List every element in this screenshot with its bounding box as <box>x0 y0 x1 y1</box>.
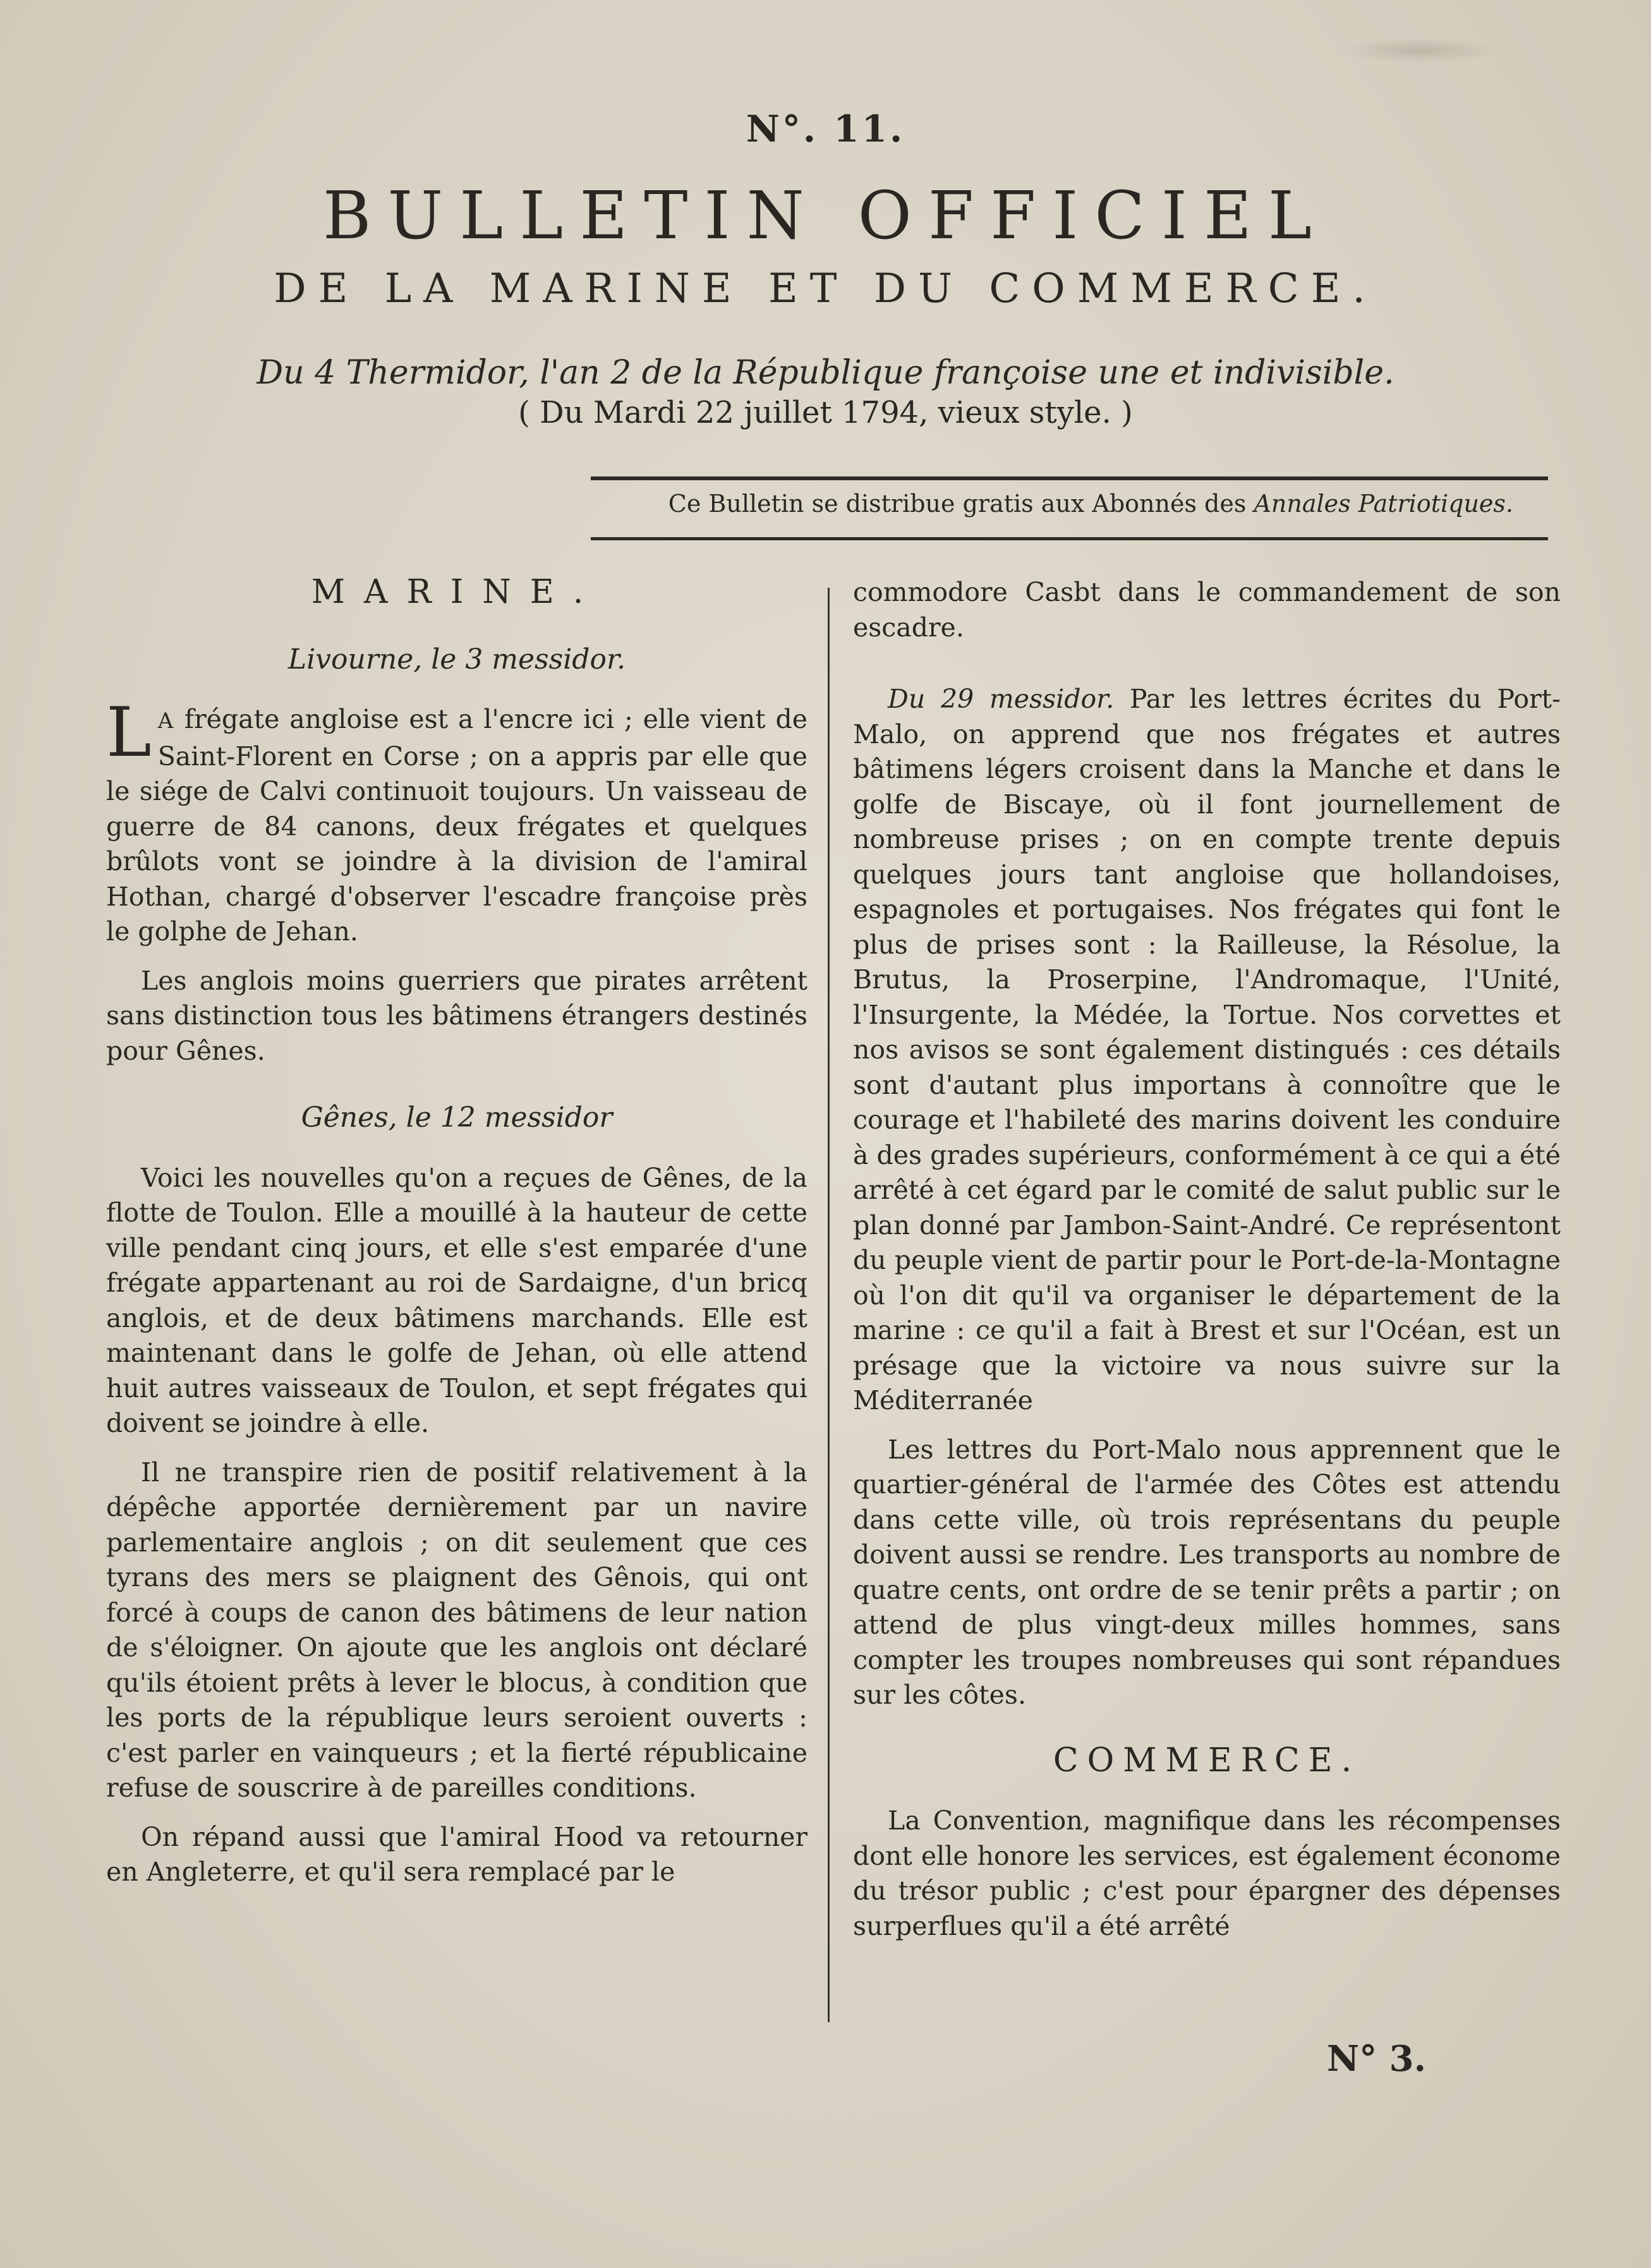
top-rule <box>591 476 1548 480</box>
paragraph-text: frégate angloise est a l'encre ici ; elle vient de Saint-Florent en Corse ; on a appris par elle que le siége de Calvi continuoit toujours. Un vaisseau de guerre de 84 canons, deux frégates et quelques brûlots vont se joindre à la division de l'amiral Hothan, chargé d'observer l'escadre françoise près le golphe de Jehan. <box>106 704 807 947</box>
paragraph-genes-1: Voici les nouvelles qu'on a reçues de Gênes, de la flotte de Toulon. Elle a mouillé à la hauteur de cette ville pendant cinq jours, et elle s'est emparée d'une frégate appartenant au roi de Sardaigne, d'un bricq anglois, et de deux bâtimens marchands. Elle est maintenant dans le golfe de Jehan, où elle attend huit autres vaisseaux de Toulon, et sept frégates qui doivent se joindre à elle. <box>106 1162 807 1438</box>
place-genes: Gênes, le 12 messidor <box>301 1101 613 1134</box>
paragraph-genes-2: Il ne transpire rien de positif relativement à la dépêche apportée dernièrement par un navire parlementaire anglois ; on dit seulement que ces tyrans des mers se plaignent des Gênois, qui ont forcé à coups de canon des bâtimens de leur nation de s'éloigner. On ajoute que les anglois ont déclaré qu'ils étoient prêts à lever le blocus, à condition que les ports de la république leurs seroient ouverts : c'est parler en vainqueurs ; et la fierté républicaine refuse de souscrire à de pareilles conditions. <box>106 1457 807 1803</box>
bottom-rule <box>591 537 1548 540</box>
column-divider <box>828 588 830 2022</box>
paragraph-livourne-2: Les anglois moins guerriers que pirates arrêtent sans distinction tous les bâtimens étrangers destinés pour Gênes. <box>106 965 807 1066</box>
drop-cap: L <box>106 693 152 772</box>
distribution-text: Ce Bulletin se distribue gratis aux Abonnés des <box>668 490 1254 518</box>
page-signature: N° 3. <box>1327 2038 1427 2080</box>
paragraph-port-malo-2: Les lettres du Port-Malo nous apprennent que le quartier-général de l'armée des Côtes est attendu dans cette ville, où trois représentans du peuple doivent aussi se rendre. Les transports au nombre de quatre cents, ont ordre de se tenir prêts a partir ; on attend de plus vingt-deux milles hommes, sans compter les troupes nombreuses qui sont répandues sur les côtes. <box>853 1434 1561 1710</box>
paragraph-text: Par les lettres écrites du Port-Malo, on apprend que nos frégates et autres bâtimens légers croisent dans la Manche et dans le golfe de Biscaye, où il font journellement de nombreuse prises ; on en compte trente depuis quelques jours tant angloise que hollandoises, espagnoles et portugaises. Nos frégates qui font le plus de prises sont : la Railleuse, la Résolue, la Brutus, la Proserpine, l'Andromaque, l'Unité, l'Insurgente, la Médée, la Tortue. Nos corvettes et nos avisos se sont également distingués : ces détails sont d'autant plus importans à connoître que le courage et l'habileté des marins doivent les conduire à des grades supérieurs, conformément à ce qui a été arrêté à cet égard par le comité de salut public sur le plan donné par Jambon-Saint-André. Ce représentont du peuple vient de partir pour le Port-de-la-Montagne où l'on dit qu'il va organiser le département de la marine : ce qu'il a fait à Brest et sur l'Océan, est un présage que la victoire va nous suivre sur la Méditerranée <box>853 684 1561 1416</box>
bulletin-title: BULLETIN OFFICIEL <box>323 177 1328 254</box>
paragraph-genes-3: On répand aussi que l'amiral Hood va retourner en Angleterre, et qu'il sera remplacé par le <box>106 1821 807 1887</box>
distribution-note <box>591 490 1513 518</box>
paragraph-livourne-1 <box>106 693 807 950</box>
distribution-italic: Annales Patriotiques. <box>1254 490 1513 518</box>
date-heading: Du 29 messidor. <box>888 684 1115 714</box>
small-caps-opening: A <box>157 708 184 734</box>
issue-number: N°. 11. <box>746 107 905 150</box>
dateline: Du 4 Thermidor, l'an 2 de la République françoise une et indivisible. <box>257 354 1394 392</box>
section-title-marine: MARINE. <box>311 573 603 611</box>
paragraph-continuation: commodore Casbt dans le commandement de son escadre. <box>853 577 1561 643</box>
paragraph-port-malo-1 <box>853 682 1561 1419</box>
old-style-date: ( Du Mardi 22 juillet 1794, vieux style. ) <box>518 395 1133 430</box>
paragraph-convention: La Convention, magnifique dans les récompenses dont elle honore les services, est également économe du trésor public ; c'est pour épargner des dépenses surperflues qu'il a été arrêté <box>853 1805 1561 1941</box>
paper-stain <box>1340 38 1497 63</box>
bulletin-subtitle: DE LA MARINE ET DU COMMERCE. <box>274 265 1377 312</box>
place-livourne: Livourne, le 3 messidor. <box>287 643 626 676</box>
left-column <box>106 575 807 1904</box>
section-title-commerce: COMMERCE. <box>1053 1741 1361 1780</box>
right-column <box>853 575 1561 1958</box>
